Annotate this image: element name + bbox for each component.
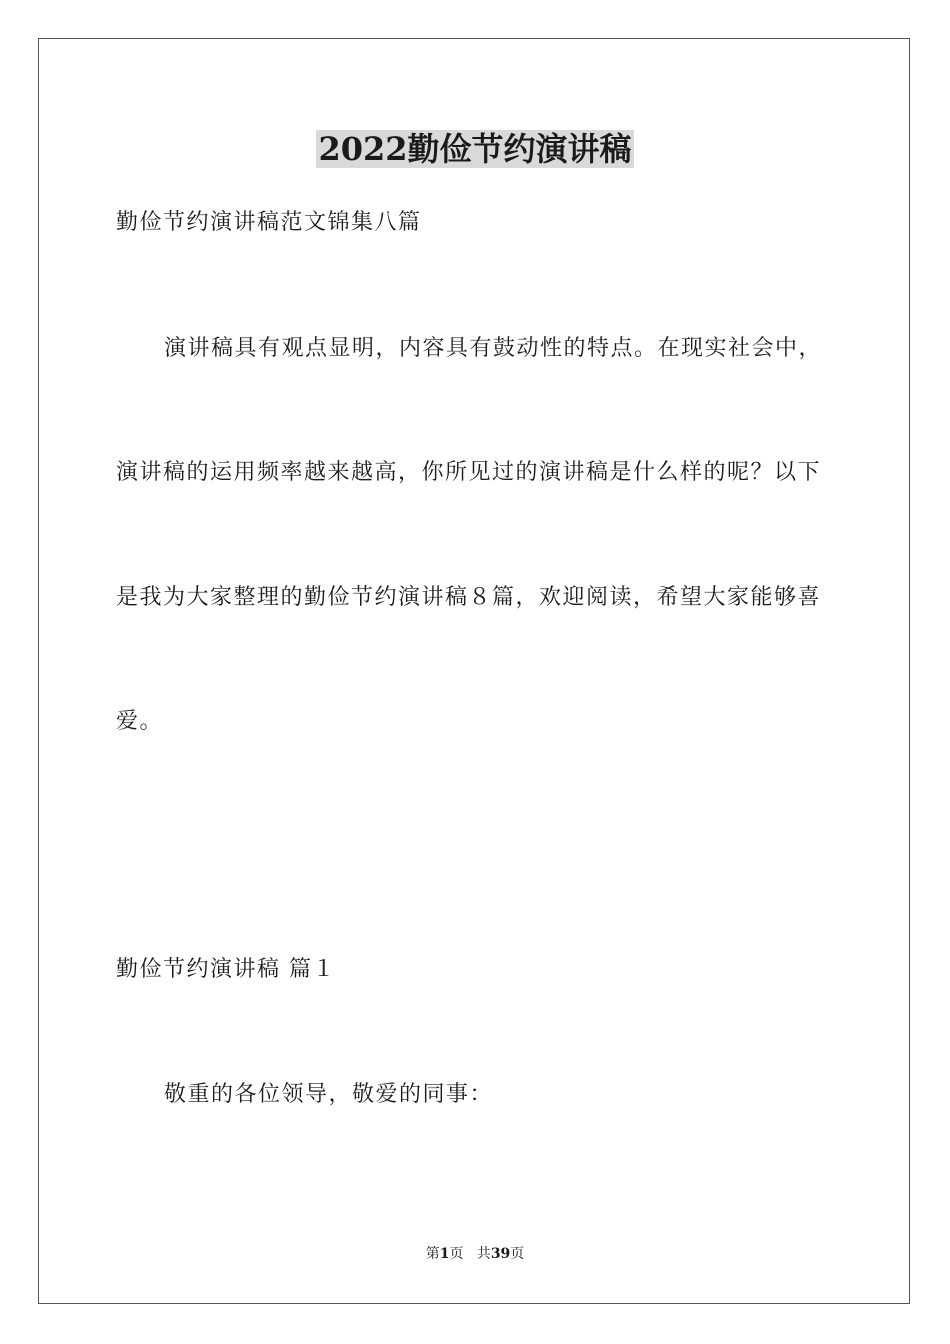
footer-total-pages: 39	[490, 1246, 511, 1262]
greeting-line: 敬重的各位领导，敬爱的同事：	[164, 1082, 494, 1107]
footer-page-suffix: 页	[510, 1246, 525, 1262]
document-title	[0, 126, 950, 172]
intro-paragraph-line: 爱。	[116, 709, 164, 734]
footer-page-prefix: 第	[425, 1246, 440, 1262]
footer-page-mid: 页 共	[449, 1246, 491, 1262]
section-heading: 勤俭节约演讲稿 篇１	[116, 957, 336, 982]
intro-paragraph-line: 是我为大家整理的勤俭节约演讲稿８篇，欢迎阅读，希望大家能够喜	[116, 585, 822, 610]
page-footer	[0, 1244, 950, 1264]
intro-paragraph-line: 演讲稿具有观点显明，内容具有鼓动性的特点。在现实社会中，	[164, 336, 823, 361]
intro-paragraph-line: 演讲稿的运用频率越来越高，你所见过的演讲稿是什么样的呢？以下	[116, 460, 822, 485]
document-title-text: 2022勤俭节约演讲稿	[318, 130, 632, 168]
footer-current-page: 1	[439, 1246, 450, 1262]
document-subtitle: 勤俭节约演讲稿范文锦集八篇	[116, 210, 422, 235]
